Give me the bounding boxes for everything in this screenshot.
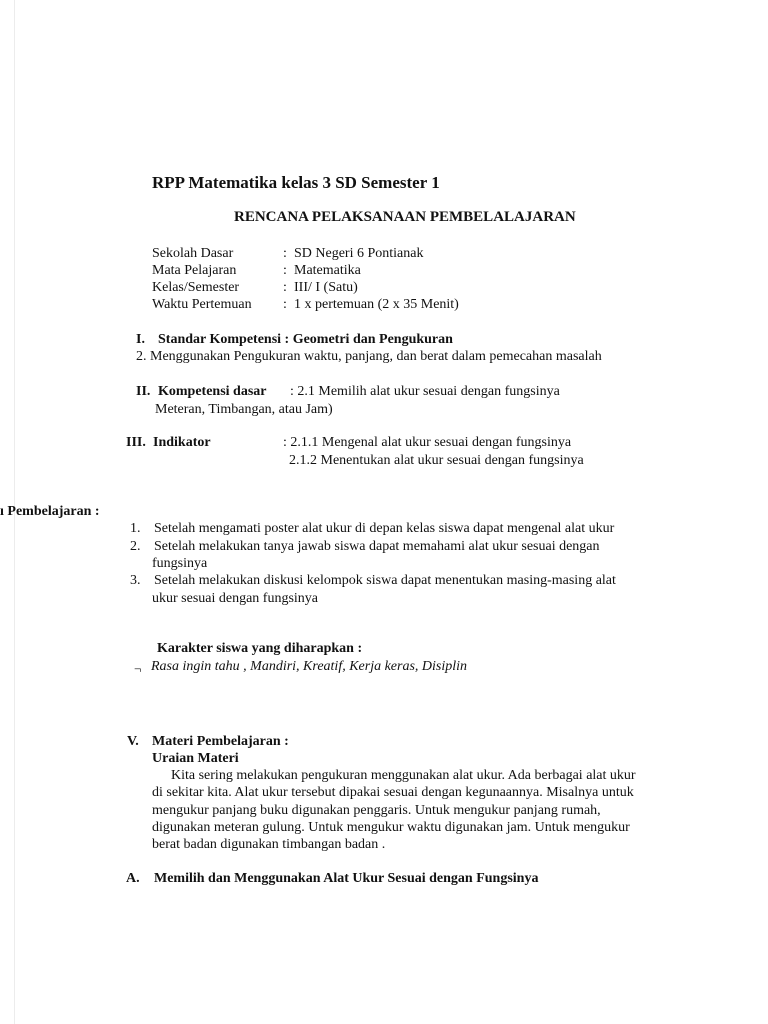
karakter-heading: Karakter siswa yang diharapkan :	[157, 641, 363, 656]
paragraph-line: mengukur panjang buku digunakan penggaris. Untuk mengukur panjang rumah,	[152, 803, 601, 818]
identity-label: Kelas/Semester	[152, 280, 240, 295]
section-1-line: 2. Menggunakan Pengukuran waktu, panjang, dan berat dalam pemecahan masalah	[136, 349, 602, 364]
identity-value: III/ I (Satu)	[294, 280, 358, 295]
objective-number: 1.	[130, 521, 141, 536]
section-5-number: V.	[127, 734, 139, 749]
identity-sep: :	[283, 263, 287, 278]
karakter-text: Rasa ingin tahu , Mandiri, Kreatif, Kerja keras, Disiplin	[151, 659, 468, 674]
objective-line: fungsinya	[152, 556, 208, 571]
section-3-label: Indikator	[153, 435, 211, 450]
section-2-number: II.	[136, 384, 151, 399]
objective-line: ukur sesuai dengan fungsinya	[152, 591, 319, 606]
paragraph-line: berat badan digunakan timbangan badan .	[152, 837, 386, 852]
identity-sep: :	[283, 280, 287, 295]
paragraph-line: digunakan meteran gulung. Untuk mengukur waktu digunakan jam. Untuk mengukur	[152, 820, 630, 835]
section-4-heading: ı Pembelajaran :	[0, 504, 100, 519]
identity-sep: :	[283, 246, 287, 261]
document-title: RPP Matematika kelas 3 SD Semester 1	[152, 173, 440, 192]
section-5-subheading: Uraian Materi	[152, 751, 239, 766]
bullet-icon: ¬	[134, 661, 142, 676]
section-2-text: : 2.1 Memilih alat ukur sesuai dengan fungsinya	[290, 384, 560, 399]
section-a-number: A.	[126, 871, 140, 886]
section-3-number: III.	[126, 435, 146, 450]
section-3-line2: 2.1.2 Menentukan alat ukur sesuai dengan fungsinya	[289, 453, 584, 468]
section-a-heading: Memilih dan Menggunakan Alat Ukur Sesuai dengan Fungsinya	[154, 871, 539, 886]
identity-value: SD Negeri 6 Pontianak	[294, 246, 424, 261]
identity-label: Waktu Pertemuan	[152, 297, 252, 312]
objective-number: 2.	[130, 539, 141, 554]
section-1-heading: Standar Kompetensi : Geometri dan Pengukuran	[158, 332, 453, 347]
objective-number: 3.	[130, 573, 141, 588]
identity-value: Matematika	[294, 263, 361, 278]
identity-label: Sekolah Dasar	[152, 246, 234, 261]
document-subtitle: RENCANA PELAKSANAAN PEMBELALAJARAN	[234, 209, 576, 225]
section-5-heading: Materi Pembelajaran :	[152, 734, 289, 749]
identity-value: 1 x pertemuan (2 x 35 Menit)	[294, 297, 459, 312]
objective-line: Setelah melakukan tanya jawab siswa dapat memahami alat ukur sesuai dengan	[154, 539, 600, 554]
section-1-number: I.	[136, 332, 145, 347]
objective-line: Setelah mengamati poster alat ukur di depan kelas siswa dapat mengenal alat ukur	[154, 521, 615, 536]
objective-line: Setelah melakukan diskusi kelompok siswa dapat menentukan masing-masing alat	[154, 573, 616, 588]
identity-label: Mata Pelajaran	[152, 263, 237, 278]
paragraph-line: di sekitar kita. Alat ukur tersebut dipakai sesuai dengan kegunaannya. Misalnya untuk	[152, 785, 634, 800]
section-2-label: Kompetensi dasar	[158, 384, 267, 399]
section-3-text: : 2.1.1 Mengenal alat ukur sesuai dengan fungsinya	[283, 435, 572, 450]
paragraph-line: Kita sering melakukan pengukuran menggunakan alat ukur. Ada berbagai alat ukur	[171, 768, 636, 783]
section-2-line2: Meteran, Timbangan, atau Jam)	[155, 402, 333, 417]
identity-sep: :	[283, 297, 287, 312]
